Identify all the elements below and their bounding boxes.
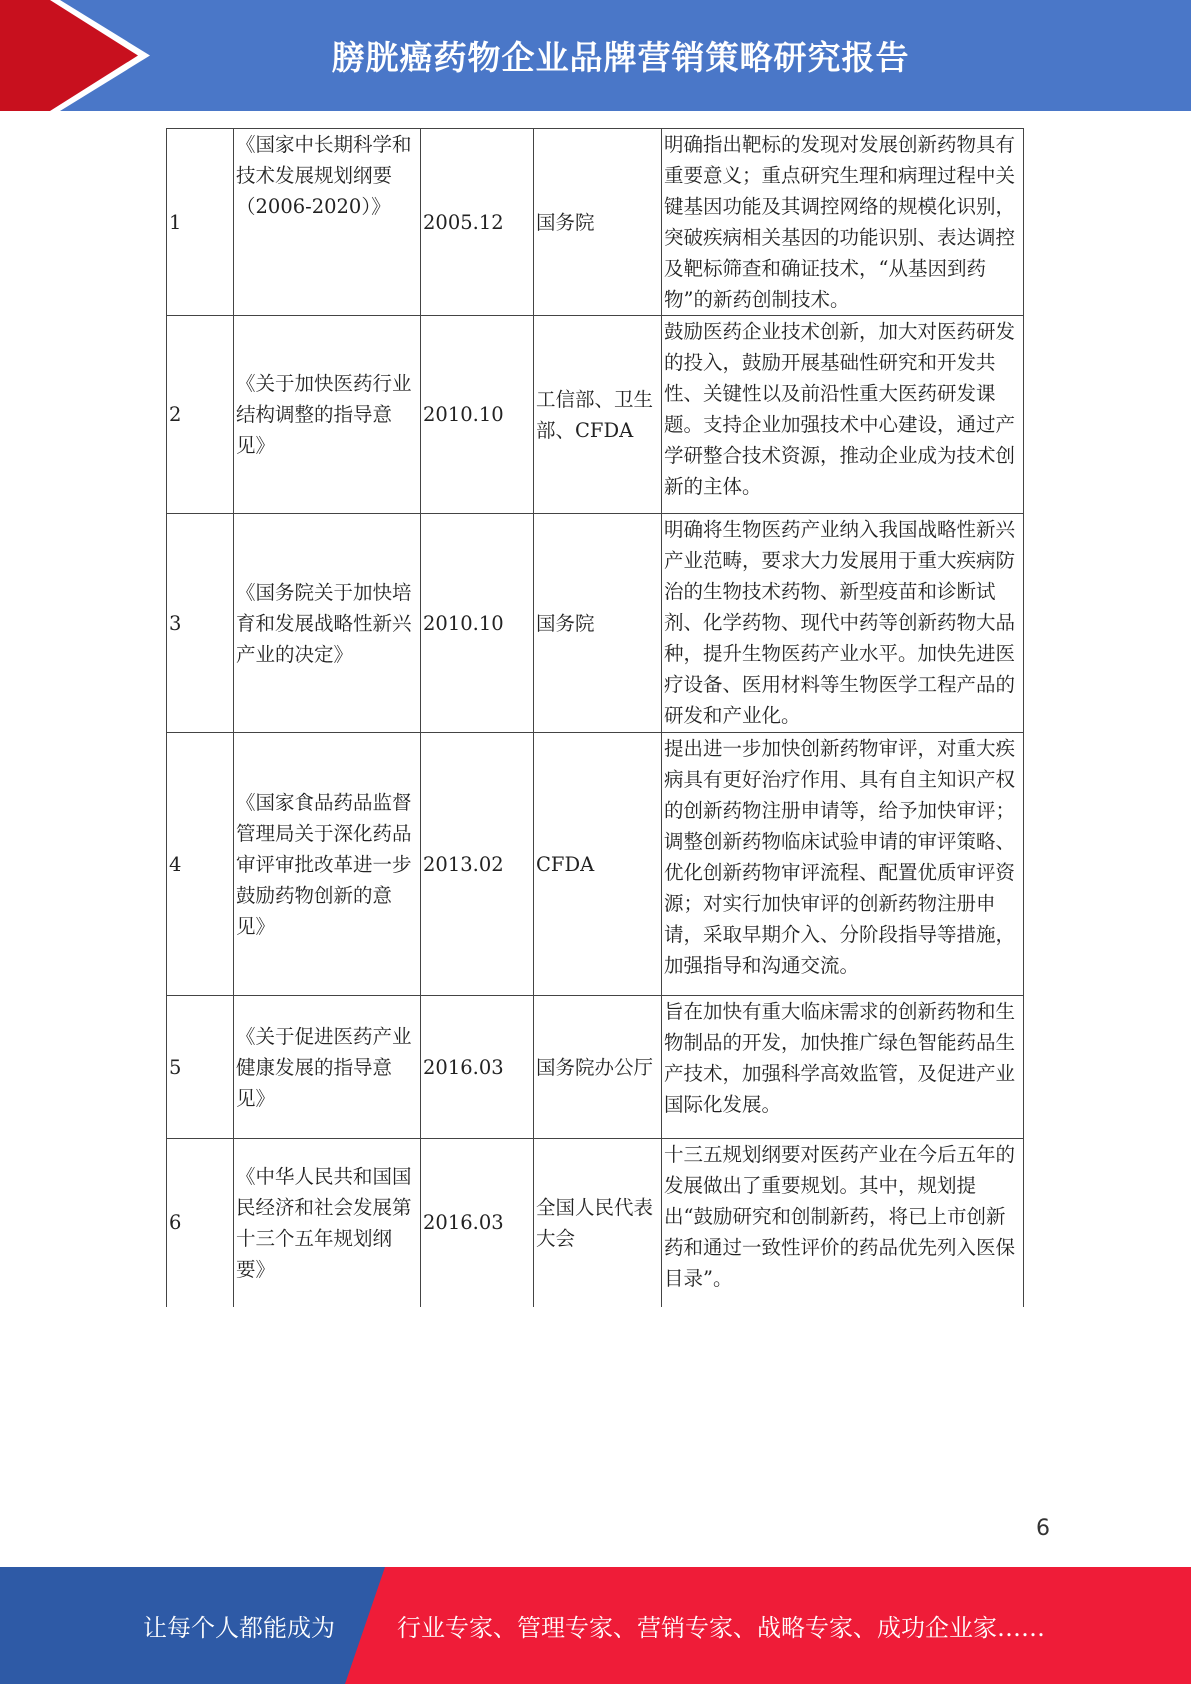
policy-table: [166, 128, 1024, 1307]
header-banner: [0, 0, 1191, 111]
table-row: [167, 129, 1024, 316]
policy-name: 《国家中长期科学和技术发展规划纲要（2006-2020）》: [234, 129, 421, 316]
issuer: 全国人民代表大会: [534, 1139, 662, 1307]
table-row: [167, 1139, 1024, 1307]
issuer: 国务院: [534, 129, 662, 316]
issue-date: 2010.10: [421, 316, 534, 514]
policy-name: 《国务院关于加快培育和发展战略性新兴产业的决定》: [234, 514, 421, 733]
issuer: 国务院办公厅: [534, 996, 662, 1139]
row-number: 5: [167, 996, 234, 1139]
policy-content: 鼓励医药企业技术创新，加大对医药研发的投入，鼓励开展基础性研究和开发共性、关键性以及前沿性重大医药研发课题。支持企业加强技术中心建设，通过产学研整合技术资源，推动企业成为技术创新的主体。: [662, 316, 1024, 514]
row-number: 4: [167, 733, 234, 996]
page-number: 6: [1036, 1516, 1050, 1541]
footer-banner: [0, 1567, 1191, 1684]
policy-content: 十三五规划纲要对医药产业在今后五年的发展做出了重要规划。其中，规划提出“鼓励研究和创制新药，将已上市创新药和通过一致性评价的药品优先列入医保目录”。: [662, 1139, 1024, 1307]
row-number: 3: [167, 514, 234, 733]
table-row: [167, 316, 1024, 514]
row-number: 2: [167, 316, 234, 514]
issue-date: 2010.10: [421, 514, 534, 733]
issue-date: 2013.02: [421, 733, 534, 996]
slogan-right: 行业专家、管理专家、营销专家、战略专家、成功企业家……: [397, 1614, 1045, 1642]
issue-date: 2016.03: [421, 996, 534, 1139]
issuer: 国务院: [534, 514, 662, 733]
issuer: CFDA: [534, 733, 662, 996]
table-row: [167, 733, 1024, 996]
report-title: 膀胱癌药物企业品牌营销策略研究报告: [331, 38, 910, 77]
policy-name: 《国家食品药品监督管理局关于深化药品审评审批改革进一步鼓励药物创新的意见》: [234, 733, 421, 996]
table-row: [167, 996, 1024, 1139]
issuer: 工信部、卫生部、CFDA: [534, 316, 662, 514]
policy-content: 提出进一步加快创新药物审评，对重大疾病具有更好治疗作用、具有自主知识产权的创新药物注册申请等，给予加快审评；调整创新药物临床试验申请的审评策略、优化创新药物审评流程、配置优质审评资源；对实行加快审评的创新药物注册申请，采取早期介入、分阶段指导等措施，加强指导和沟通交流。: [662, 733, 1024, 996]
issue-date: 2005.12: [421, 129, 534, 316]
policy-content: 明确指出靶标的发现对发展创新药物具有重要意义；重点研究生理和病理过程中关键基因功能及其调控网络的规模化识别，突破疾病相关基因的功能识别、表达调控及靶标筛查和确证技术，“从基因到药物”的新药创制技术。: [662, 129, 1024, 316]
policy-content: 旨在加快有重大临床需求的创新药物和生物制品的开发，加快推广绿色智能药品生产技术，加强科学高效监管，及促进产业国际化发展。: [662, 996, 1024, 1139]
slogan-left: 让每个人都能成为: [143, 1614, 335, 1642]
row-number: 1: [167, 129, 234, 316]
policy-name: 《中华人民共和国国民经济和社会发展第十三个五年规划纲要》: [234, 1139, 421, 1307]
chevron-logo-icon: [0, 0, 160, 111]
issue-date: 2016.03: [421, 1139, 534, 1307]
policy-name: 《关于加快医药行业结构调整的指导意见》: [234, 316, 421, 514]
policy-name: 《关于促进医药产业健康发展的指导意见》: [234, 996, 421, 1139]
table-row: [167, 514, 1024, 733]
policy-content: 明确将生物医药产业纳入我国战略性新兴产业范畴，要求大力发展用于重大疾病防治的生物技术药物、新型疫苗和诊断试剂、化学药物、现代中药等创新药物大品种，提升生物医药产业水平。加快先进医疗设备、医用材料等生物医学工程产品的研发和产业化。: [662, 514, 1024, 733]
row-number: 6: [167, 1139, 234, 1307]
